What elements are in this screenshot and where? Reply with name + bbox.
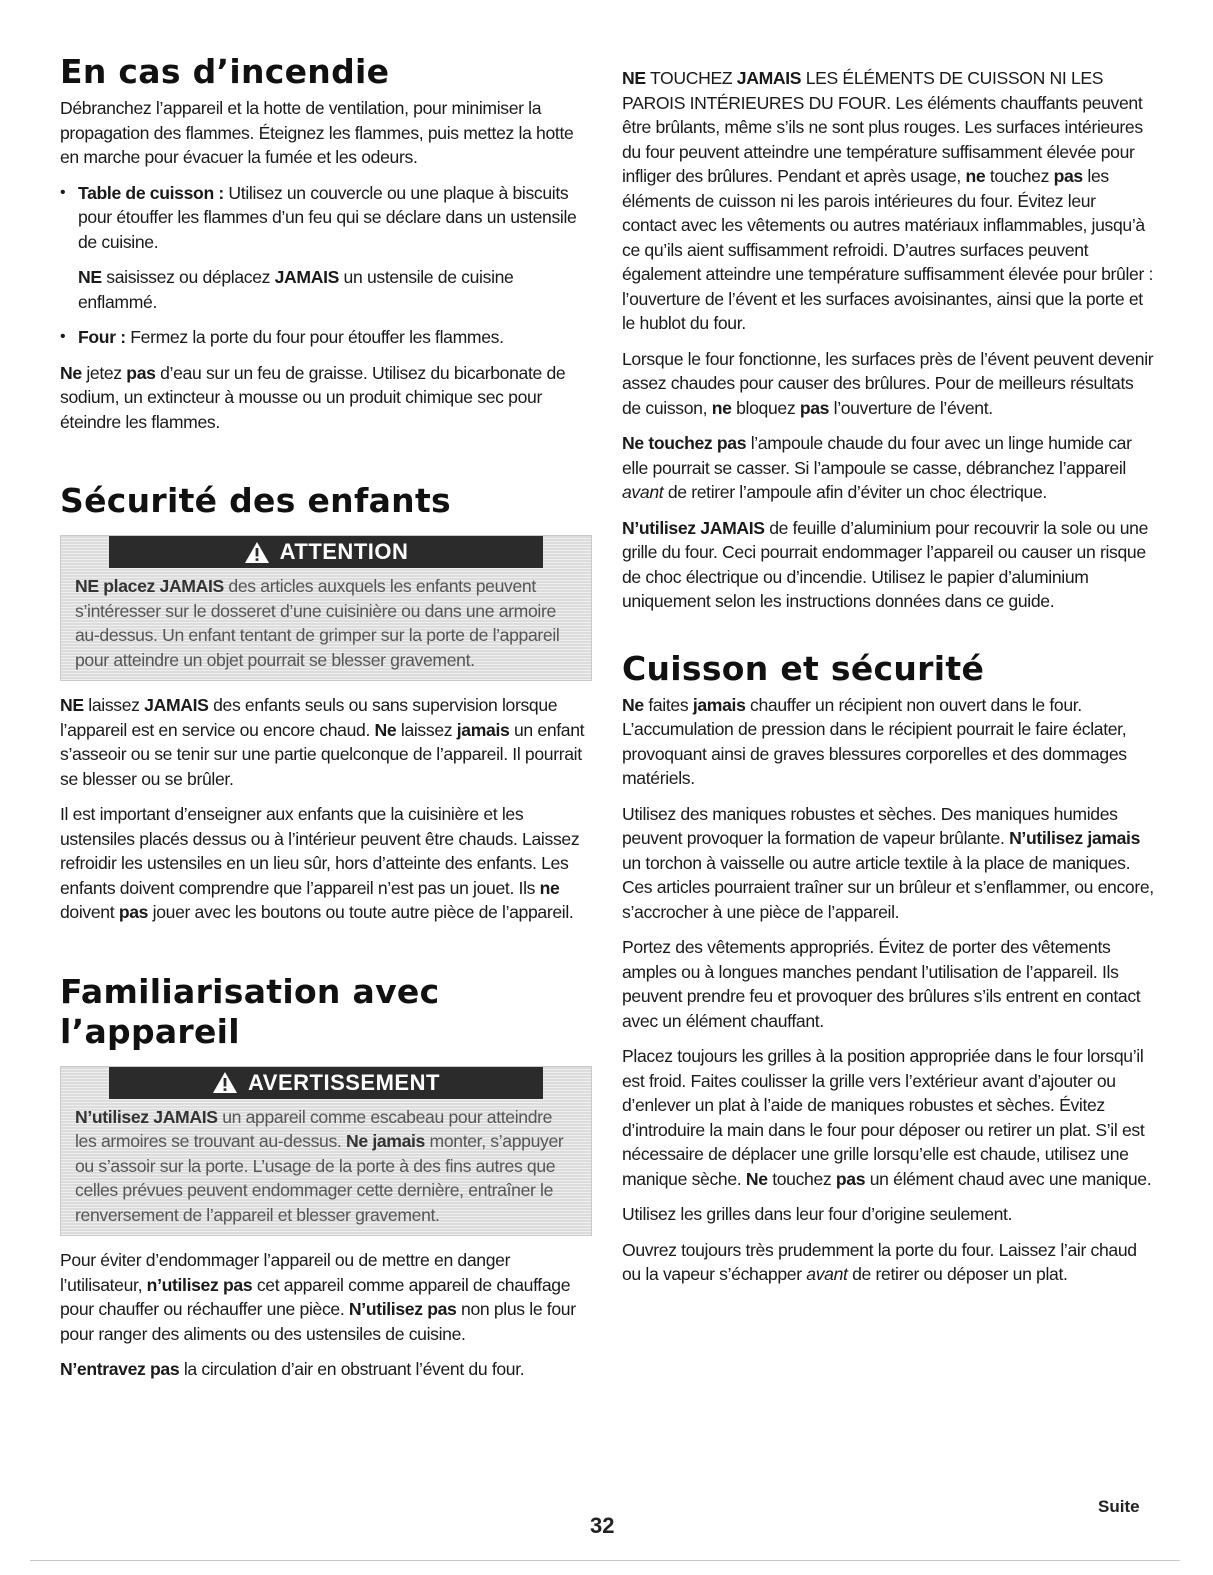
- cooking-p2: Utilisez des maniques robustes et sèches. Des maniques humides peuvent provoquer la formation de vapeur brûlante. N’utilisez jamais un torchon à vaisselle ou autre article textile à la place de maniques. Ces articles pourraient traîner sur un brûleur et s’enflammer, ou encore, s’accrocher à une pièce de l’appareil.: [622, 803, 1154, 922]
- cooking-p5: Utilisez les grilles dans leur four d’origine seulement.: [622, 1204, 1013, 1224]
- footer-divider: [30, 1560, 1180, 1561]
- section-title-fire: En cas d’incendie: [60, 52, 390, 91]
- warning-label: AVERTISSEMENT: [248, 1069, 440, 1095]
- right-column: [622, 66, 1154, 1298]
- warning-triangle-icon: [244, 541, 270, 564]
- fire-oven-item: • Four : Fermez la porte du four pour étouffer les flammes.: [60, 325, 592, 350]
- attention-box: [60, 535, 592, 681]
- right-p1: NE TOUCHEZ JAMAIS LES ÉLÉMENTS DE CUISSON NI LES PAROIS INTÉRIEURES DU FOUR. Les éléments chauffants peuvent être brûlants, même s’ils ne sont plus rouges. Les surfaces intérieures du four peuvent atteindre une température suffisamment élevée pour infliger des brûlures. Pendant et après usage, ne touchez pas les éléments de cuisson ni les parois intérieures du four. Évitez leur contact avec les vêtements ou autres matériaux inflammables, jusqu’à ce qu’ils aient suffisamment refroidi. D’autres surfaces peuvent également atteindre une température suffisamment élevée pour brûler : l’ouverture de l’évent et les surfaces avoisinantes, ainsi que la porte et le hublot du four.: [622, 68, 1154, 333]
- fire-intro: Débranchez l’appareil et la hotte de ventilation, pour minimiser la propagation des flammes. Éteignez les flammes, puis mettez la hotte en marche pour évacuer la fumée et les odeurs.: [60, 98, 574, 167]
- fire-grease: Ne jetez pas d’eau sur un feu de graisse. Utilisez du bicarbonate de sodium, un extincteur à mousse ou un produit chimique sec pour éteindre les flammes.: [60, 362, 566, 432]
- section-title-familiar: Familiarisation avec l’appareil: [60, 971, 440, 1051]
- fire-cooktop-item: • Table de cuisson : Utilisez un couvercle ou une plaque à biscuits pour étouffer les flammes d’un feu qui se déclare dans un ustensile de cuisine.: [60, 181, 592, 255]
- familiar-p2: N’entravez pas la circulation d’air en obstruant l’évent du four.: [60, 1359, 525, 1379]
- cooking-p4: Placez toujours les grilles à la position appropriée dans le four lorsqu’il est froid. Faites coulisser la grille vers l’extérieur avant d’ajouter ou d’enlever un plat à l’aide de maniques robustes et sèches. Évitez d’introduire la main dans le four pour déposer ou retirer un plat. S’il est nécessaire de déplacer une grille lorsqu’elle est chaude, utilisez une manique sèche. Ne touchez pas un élément chaud avec une manique.: [622, 1046, 1152, 1189]
- familiar-p1: Pour éviter d’endommager l’appareil ou de mettre en danger l’utilisateur, n’utilisez pas cet appareil comme appareil de chauffage pour chauffer ou réchauffer une pièce. N’utilisez pas non plus le four pour ranger des aliments ou des ustensiles de cuisine.: [60, 1250, 576, 1344]
- section-title-cooking: Cuisson et sécurité: [622, 648, 985, 688]
- right-p2: Lorsque le four fonctionne, les surfaces près de l’évent peuvent devenir assez chaudes pour causer des brûlures. Pour de meilleurs résultats de cuisson, ne bloquez pas l’ouverture de l’évent.: [622, 348, 1154, 418]
- cooking-p3: Portez des vêtements appropriés. Évitez de porter des vêtements amples ou à longues manches pendant l’utilisation de l’appareil. Ils peuvent prendre feu et provoquer des brûlures s’ils entrent en contact avec un élément chauffant.: [622, 937, 1141, 1031]
- section-title-children: Sécurité des enfants: [60, 481, 451, 520]
- warning-triangle-icon: [212, 1071, 238, 1094]
- warning-text: N’utilisez JAMAIS un appareil comme escabeau pour atteindre les armoires se trouvant au-dessus. Ne jamais monter, s’appuyer ou s’assoir sur la porte. L’usage de la porte à des fins autres que celles prévues peuvent endommager cette dernière, entraîner le renversement de l’appareil et blesser gravement.: [75, 1106, 564, 1225]
- left-column: [60, 52, 592, 1393]
- warning-header: [109, 1067, 543, 1099]
- continued-label: Suite: [1098, 1497, 1140, 1516]
- children-p1: NE laissez JAMAIS des enfants seuls ou sans supervision lorsque l’appareil est en service ou encore chaud. Ne laissez jamais un enfant s’asseoir ou se tenir sur une partie quelconque de l’appareil. Il pourrait se blesser ou se brûler.: [60, 695, 585, 789]
- fire-never-move: NE saisissez ou déplacez JAMAIS un ustensile de cuisine enflammé.: [78, 267, 514, 312]
- right-p4: N’utilisez JAMAIS de feuille d’aluminium pour recouvrir la sole ou une grille du four. Ceci pourrait endommager l’appareil ou causer un risque de choc électrique ou d’incendie. Utilisez le papier d’aluminium uniquement selon les instructions données dans ce guide.: [622, 517, 1149, 611]
- children-p2: Il est important d’enseigner aux enfants que la cuisinière et les ustensiles placés dessus ou à l’intérieur peuvent être chauds. Laissez refroidir les ustensiles en un lieu sûr, hors d’atteinte des enfants. Les enfants doivent comprendre que l’appareil n’est pas un jouet. Ils ne doivent pas jouer avec les boutons ou toute autre pièce de l’appareil.: [60, 804, 580, 922]
- warning-box: [60, 1066, 592, 1237]
- attention-header: [109, 536, 543, 568]
- cooking-p1: Ne faites jamais chauffer un récipient non ouvert dans le four. L’accumulation de pression dans le récipient pourrait le faire éclater, provoquant ainsi de graves blessures corporelles et des dommages matériels.: [622, 694, 1127, 788]
- attention-text: NE placez JAMAIS des articles auxquels les enfants peuvent s’intéresser sur le dosseret d’une cuisinière ou dans une armoire au-dessus. Un enfant tentant de grimper sur la porte de l’appareil pour atteindre un objet pourrait se blesser gravement.: [75, 576, 560, 670]
- attention-label: ATTENTION: [279, 539, 409, 564]
- right-p3: Ne touchez pas l’ampoule chaude du four avec un linge humide car elle pourrait se casser. Si l’ampoule se casse, débranchez l’appareil avant de retirer l’ampoule afin d’éviter un choc électrique.: [622, 433, 1132, 502]
- page-number: 32: [590, 1513, 615, 1538]
- cooking-p6: Ouvrez toujours très prudemment la porte du four. Laissez l’air chaud ou la vapeur s’échapper avant de retirer ou déposer un plat.: [622, 1239, 1137, 1284]
